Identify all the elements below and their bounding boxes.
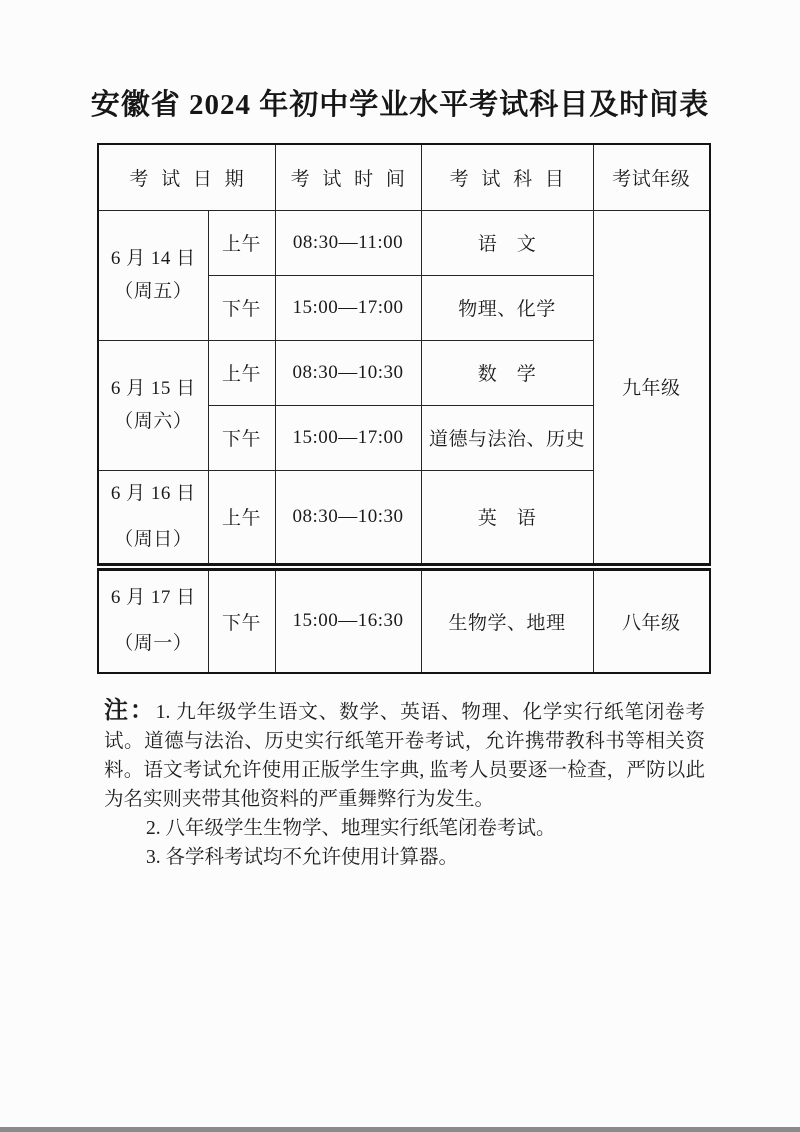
time-cell: 08:30—11:00 bbox=[275, 210, 421, 275]
time-cell: 15:00—16:30 bbox=[275, 567, 421, 673]
time-cell: 15:00—17:00 bbox=[275, 275, 421, 340]
date-line-1: 6 月 15 日 bbox=[110, 378, 196, 399]
date-line-2: （周五） bbox=[114, 281, 193, 302]
subject-cell: 语 文 bbox=[421, 210, 593, 275]
session-cell: 下午 bbox=[208, 275, 275, 340]
note-label: 注： bbox=[104, 698, 156, 724]
subject-cell: 道德与法治、历史 bbox=[421, 405, 593, 470]
table-header-row bbox=[98, 144, 710, 210]
date-cell-jun16 bbox=[98, 470, 208, 567]
subject-cell: 数 学 bbox=[421, 340, 593, 405]
time-cell: 08:30—10:30 bbox=[275, 340, 421, 405]
time-cell: 15:00—17:00 bbox=[275, 405, 421, 470]
date-line-1: 6 月 17 日 bbox=[110, 587, 196, 608]
table-row bbox=[98, 210, 710, 275]
time-cell: 08:30—10:30 bbox=[275, 470, 421, 567]
col-header-subject: 考 试 科 目 bbox=[421, 144, 593, 210]
notes-section bbox=[104, 697, 705, 872]
date-cell-jun15 bbox=[98, 340, 208, 470]
subject-cell: 生物学、地理 bbox=[421, 567, 593, 673]
session-cell: 上午 bbox=[208, 470, 275, 567]
grade-cell-eighth: 八年级 bbox=[593, 567, 710, 673]
date-line-1: 6 月 16 日 bbox=[110, 482, 196, 504]
session-cell: 上午 bbox=[208, 210, 275, 275]
date-line-2: （周日） bbox=[114, 528, 193, 550]
table-row bbox=[98, 567, 710, 673]
exam-schedule-table bbox=[97, 143, 711, 674]
date-line-2: （周一） bbox=[114, 633, 193, 654]
page-title: 安徽省 2024 年初中学业水平考试科目及时间表 bbox=[90, 89, 710, 121]
subject-cell: 物理、化学 bbox=[421, 275, 593, 340]
col-header-time: 考 试 时 间 bbox=[275, 144, 421, 210]
date-line-1: 6 月 14 日 bbox=[110, 248, 196, 269]
note-item-1 bbox=[104, 697, 705, 814]
note-item-3: 3. 各学科考试均不允许使用计算器。 bbox=[146, 847, 459, 868]
col-header-grade: 考试年级 bbox=[593, 144, 710, 210]
date-cell-jun14 bbox=[98, 210, 208, 340]
session-cell: 下午 bbox=[208, 405, 275, 470]
session-cell: 下午 bbox=[208, 567, 275, 673]
grade-cell-ninth: 九年级 bbox=[593, 210, 710, 567]
scan-bottom-edge bbox=[0, 1127, 800, 1132]
note-item-2: 2. 八年级学生生物学、地理实行纸笔闭卷考试。 bbox=[146, 818, 556, 839]
note-text-1: 1. 九年级学生语文、数学、英语、物理、化学实行纸笔闭卷考试。道德与法治、历史实行纸笔开卷考试，允许携带教科书等相关资料。语文考试允许使用正版学生字典, 监考人员要逐一检查，严防以此为名实则夹带其他资料的严重舞弊行为发生。 bbox=[104, 702, 705, 810]
session-cell: 上午 bbox=[208, 340, 275, 405]
date-line-2: （周六） bbox=[114, 411, 193, 432]
date-cell-jun17 bbox=[98, 567, 208, 673]
col-header-date: 考 试 日 期 bbox=[98, 144, 275, 210]
subject-cell: 英 语 bbox=[421, 470, 593, 567]
